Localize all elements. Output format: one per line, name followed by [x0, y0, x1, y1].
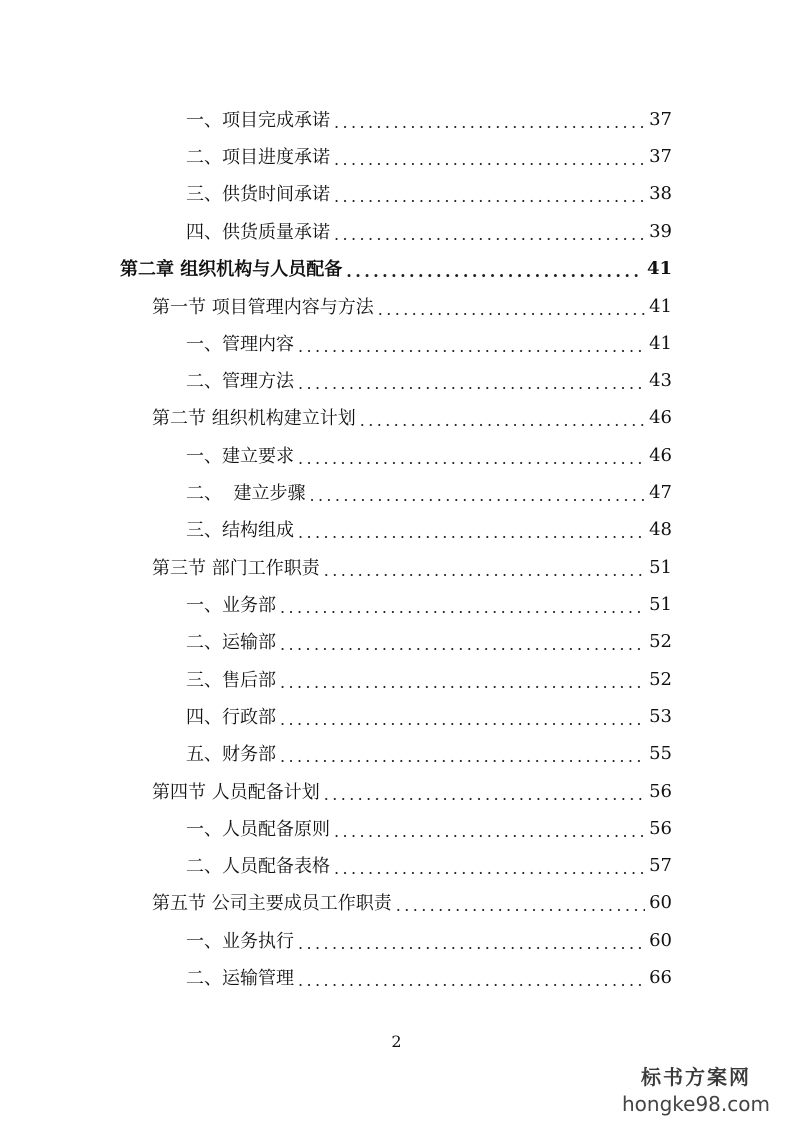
- toc-entry-label: 一、业务执行: [186, 931, 294, 952]
- site-watermark: [611, 1061, 781, 1116]
- toc-leader-dots: [298, 331, 645, 356]
- toc-entry-label: 一、业务部: [186, 595, 276, 616]
- toc-leader-dots: [298, 443, 645, 468]
- toc-entry[interactable]: [186, 738, 672, 768]
- toc-entry[interactable]: [186, 626, 672, 656]
- toc-entry[interactable]: [186, 589, 672, 619]
- toc-entry[interactable]: [186, 328, 672, 358]
- toc-entry[interactable]: [186, 178, 672, 208]
- toc-leader-dots: [309, 480, 645, 505]
- toc-entry[interactable]: [186, 962, 672, 992]
- toc-entry-label: 二、运输管理: [186, 968, 294, 989]
- toc-entry-label: 一、项目完成承诺: [186, 110, 330, 131]
- toc-entry-page: 56: [649, 817, 672, 839]
- watermark-url: hongke98.com: [622, 1092, 770, 1116]
- watermark-title: 标书方案网: [641, 1065, 751, 1089]
- toc-entry-label: 第三节 部门工作职责: [152, 558, 320, 579]
- toc-entry-label: 二、 建立步骤: [186, 483, 306, 504]
- toc-entry-label: 二、运输部: [186, 632, 276, 653]
- toc-entry-label: 三、售后部: [186, 670, 276, 691]
- toc-entry[interactable]: [186, 365, 672, 395]
- toc-entry-page: 37: [649, 145, 672, 167]
- toc-entry-page: 60: [649, 891, 672, 913]
- toc-entry-page: 41: [649, 332, 672, 354]
- toc-leader-dots: [298, 928, 645, 953]
- page-number: 2: [391, 1032, 402, 1051]
- toc-entry-label: 二、人员配备表格: [186, 856, 330, 877]
- toc-entry[interactable]: [186, 925, 672, 955]
- toc-entry-page: 66: [649, 966, 672, 988]
- toc-entry-page: 57: [649, 854, 672, 876]
- toc-entry-label: 第四节 人员配备计划: [152, 782, 320, 803]
- toc-entry-label: 一、人员配备原则: [186, 819, 330, 840]
- toc-entry-page: 51: [649, 593, 672, 615]
- toc-entry-page: 41: [646, 257, 672, 279]
- toc-entry-label: 三、结构组成: [186, 520, 294, 541]
- toc-entry[interactable]: [186, 701, 672, 731]
- toc-leader-dots: [334, 219, 645, 244]
- toc-section-entry[interactable]: [152, 887, 672, 917]
- toc-section-entry[interactable]: [152, 552, 672, 582]
- toc-entry-page: 48: [649, 518, 672, 540]
- toc-leader-dots: [280, 704, 645, 729]
- toc-entry-label: 第二节 组织机构建立计划: [152, 408, 356, 429]
- toc-section-entry[interactable]: [152, 402, 672, 432]
- toc-entry-page: 52: [649, 630, 672, 652]
- toc-section-entry[interactable]: [152, 776, 672, 806]
- toc-leader-dots: [280, 741, 645, 766]
- toc-entry-page: 53: [649, 705, 672, 727]
- toc-entry[interactable]: [186, 477, 672, 507]
- toc-entry-label: 四、行政部: [186, 707, 276, 728]
- toc-entry-page: 55: [649, 742, 672, 764]
- toc-entry-label: 五、财务部: [186, 744, 276, 765]
- toc-leader-dots: [280, 629, 645, 654]
- toc-entry[interactable]: [186, 440, 672, 470]
- toc-entry-page: 43: [649, 369, 672, 391]
- toc-entry-label: 第五节 公司主要成员工作职责: [152, 893, 392, 914]
- toc-leader-dots: [324, 779, 645, 804]
- toc-leader-dots: [280, 667, 645, 692]
- toc-leader-dots: [346, 256, 643, 281]
- toc-entry-page: 47: [649, 481, 672, 503]
- toc-entry-label: 一、管理内容: [186, 334, 294, 355]
- toc-entry-page: 39: [649, 220, 672, 242]
- toc-leader-dots: [298, 368, 645, 393]
- toc-entry[interactable]: [186, 813, 672, 843]
- toc-leader-dots: [360, 405, 645, 430]
- toc-entry-label: 三、供货时间承诺: [186, 184, 330, 205]
- toc-leader-dots: [378, 294, 645, 319]
- toc-leader-dots: [334, 853, 645, 878]
- toc-section-entry[interactable]: [152, 291, 672, 321]
- toc-entry-label: 一、建立要求: [186, 446, 294, 467]
- toc-leader-dots: [298, 517, 645, 542]
- toc-chapter-entry[interactable]: [120, 253, 672, 283]
- toc-entry-page: 38: [649, 182, 672, 204]
- toc-leader-dots: [334, 181, 645, 206]
- toc-entry-page: 46: [649, 406, 672, 428]
- toc-entry[interactable]: [186, 514, 672, 544]
- toc-entry-page: 46: [649, 444, 672, 466]
- toc-entry-label: 四、供货质量承诺: [186, 222, 330, 243]
- toc-entry-label: 二、管理方法: [186, 371, 294, 392]
- toc-entry-page: 60: [649, 929, 672, 951]
- toc-leader-dots: [334, 144, 645, 169]
- toc-entry-label: 二、项目进度承诺: [186, 147, 330, 168]
- toc-entry[interactable]: [186, 104, 672, 134]
- toc-leader-dots: [334, 107, 645, 132]
- toc-entry-label: 第一节 项目管理内容与方法: [152, 297, 374, 318]
- toc-entry-page: 37: [649, 108, 672, 130]
- toc-leader-dots: [396, 890, 645, 915]
- toc-leader-dots: [334, 816, 645, 841]
- toc-entry-page: 52: [649, 668, 672, 690]
- toc-entry-label: 第二章 组织机构与人员配备: [120, 259, 343, 280]
- toc-entry[interactable]: [186, 216, 672, 246]
- toc-entry-page: 56: [649, 780, 672, 802]
- toc-leader-dots: [324, 555, 645, 580]
- toc-entry-page: 41: [649, 295, 672, 317]
- toc-entry[interactable]: [186, 141, 672, 171]
- toc-entry[interactable]: [186, 664, 672, 694]
- toc-entry[interactable]: [186, 850, 672, 880]
- toc-entry-page: 51: [649, 556, 672, 578]
- toc-leader-dots: [280, 592, 645, 617]
- toc-leader-dots: [298, 965, 645, 990]
